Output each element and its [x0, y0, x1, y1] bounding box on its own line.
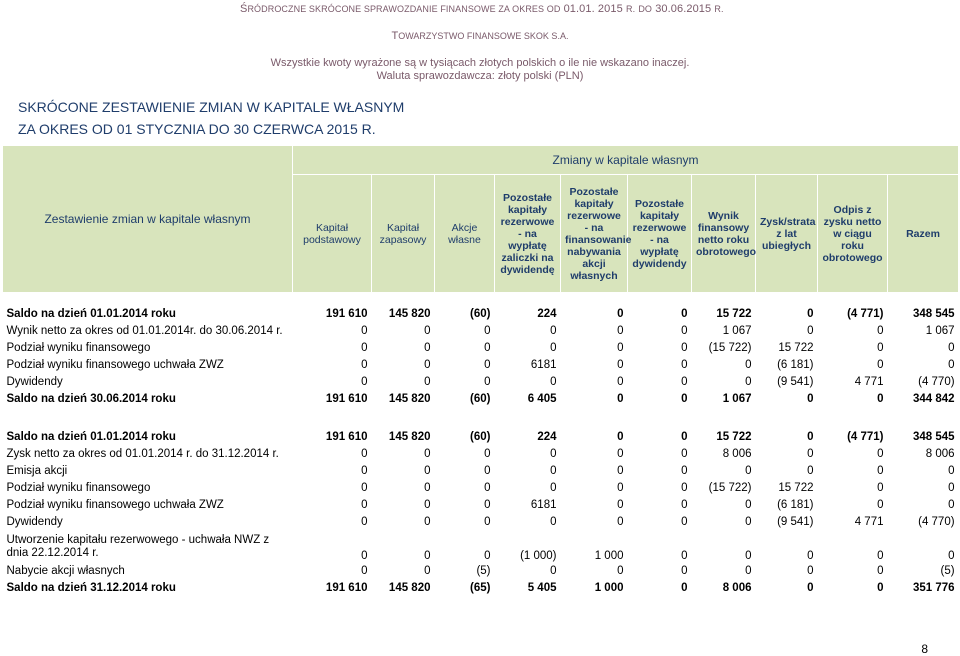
table-cell: 145 820 [388, 582, 431, 594]
table-row [3, 323, 959, 340]
table-cell: 15 722 [778, 342, 814, 354]
table-cell: 0 [745, 465, 752, 477]
table-cell: (65) [470, 582, 491, 594]
table-cell: 0 [361, 325, 368, 337]
table-cell: (15 722) [708, 482, 752, 494]
table-cell: 0 [361, 448, 368, 460]
table-cell: 0 [681, 448, 688, 460]
table-row [3, 357, 959, 374]
table-cell: 0 [745, 499, 752, 511]
table-row [3, 446, 959, 463]
column-header: Zysk/strata z lat ubiegłych [756, 175, 818, 293]
table-cell: 191 610 [325, 393, 368, 405]
row-label: Podział wyniku finansowego [6, 482, 151, 494]
table-cell: 0 [681, 499, 688, 511]
table-cell: 0 [484, 376, 491, 388]
table-cell: (5) [476, 565, 491, 577]
table-cell: 0 [617, 516, 624, 528]
row-label: Dywidendy [6, 376, 63, 388]
table-cell: 1 067 [925, 325, 955, 337]
table-cell: 0 [617, 448, 624, 460]
spacer [3, 293, 959, 307]
table-cell: 0 [424, 516, 431, 528]
table-cell: 0 [484, 550, 491, 562]
table-cell: (4 770) [918, 516, 955, 528]
table-cell: 0 [617, 308, 624, 320]
table-cell: 0 [424, 448, 431, 460]
column-header: Odpis z zysku netto w ciągu roku obrotowego [818, 175, 888, 293]
note-amounts: Wszystkie kwoty wyrażone są w tysiącach złotych polskich o ile nie wskazano inaczej. [270, 57, 690, 69]
table-cell: 5 405 [527, 582, 557, 594]
table-cell: 0 [948, 550, 955, 562]
table-cell: 344 842 [912, 393, 955, 405]
table-cell: 0 [681, 308, 688, 320]
statement-period: ZA OKRES OD 01 STYCZNIA DO 30 CZERWCA 2015 R. [18, 121, 376, 137]
table-cell: 0 [361, 465, 368, 477]
table-row [3, 429, 959, 446]
table-cell: 0 [948, 342, 955, 354]
table-cell: 0 [424, 376, 431, 388]
table-row [3, 580, 959, 597]
row-label: Saldo na dzień 31.12.2014 roku [6, 582, 176, 594]
table-cell: 0 [361, 376, 368, 388]
table-row [3, 497, 959, 514]
table-cell: 0 [745, 516, 752, 528]
table-cell: 0 [361, 516, 368, 528]
table-cell: 0 [681, 582, 688, 594]
table-cell: 0 [424, 342, 431, 354]
table-cell: 191 610 [325, 308, 368, 320]
row-label: Wynik netto za okres od 01.01.2014r. do 30.06.2014 r. [6, 325, 283, 337]
table-cell: 1 000 [594, 550, 624, 562]
table-cell: 0 [877, 393, 884, 405]
table-cell: 15 722 [778, 482, 814, 494]
table-row [3, 391, 959, 408]
table-cell: 0 [681, 393, 688, 405]
table-cell: 0 [807, 431, 814, 443]
table-cell: (15 722) [708, 342, 752, 354]
row-label: Saldo na dzień 30.06.2014 roku [6, 393, 176, 405]
table-row [3, 463, 959, 480]
spacer [3, 408, 959, 429]
table-cell: 0 [617, 376, 624, 388]
table-cell: 0 [361, 482, 368, 494]
table-cell: 348 545 [912, 431, 955, 443]
table-cell: 6181 [530, 359, 557, 371]
table-cell: 145 820 [388, 431, 431, 443]
table-cell: 4 771 [854, 516, 884, 528]
table-cell: 0 [424, 465, 431, 477]
table-cell: (6 181) [777, 359, 814, 371]
table-cell: 0 [424, 359, 431, 371]
column-header: Kapitał zapasowy [372, 175, 435, 293]
row-label: Zysk netto za okres od 01.01.2014 r. do 31.12.2014 r. [6, 448, 279, 460]
table-cell: 0 [877, 325, 884, 337]
table-cell: 0 [361, 499, 368, 511]
table-cell: 0 [877, 582, 884, 594]
table-cell: 0 [484, 516, 491, 528]
table-cell: 0 [807, 325, 814, 337]
row-label: Dywidendy [6, 516, 63, 528]
row-label: Nabycie akcji własnych [6, 565, 125, 577]
table-cell: 0 [617, 393, 624, 405]
row-header: Zestawienie zmian w kapitale własnym [3, 146, 293, 293]
table-cell: 0 [877, 550, 884, 562]
table-cell: 224 [537, 431, 557, 443]
table-cell: 0 [617, 359, 624, 371]
table-cell: 0 [484, 482, 491, 494]
table-cell: 0 [807, 448, 814, 460]
table-cell: (5) [940, 565, 955, 577]
table-cell: 0 [807, 550, 814, 562]
row-label: Podział wyniku finansowego uchwała ZWZ [6, 359, 224, 371]
table-cell: (1 000) [520, 550, 557, 562]
group-header: Zmiany w kapitale własnym [293, 146, 959, 175]
column-header: Razem [888, 175, 959, 293]
table-cell: (60) [470, 431, 491, 443]
table-cell: 0 [745, 376, 752, 388]
table-row [3, 514, 959, 531]
table-row [3, 306, 959, 323]
table-cell: 0 [424, 482, 431, 494]
table-cell: 0 [484, 325, 491, 337]
row-label: Saldo na dzień 01.01.2014 roku [6, 308, 176, 320]
table-cell: 0 [424, 565, 431, 577]
table-cell: 8 006 [722, 582, 752, 594]
table-cell: 0 [877, 465, 884, 477]
table-cell: 4 771 [854, 376, 884, 388]
table-cell: 0 [807, 308, 814, 320]
table-cell: 0 [361, 565, 368, 577]
table-cell: 0 [681, 376, 688, 388]
table-cell: 0 [617, 482, 624, 494]
row-label: Utworzenie kapitału rezerwowego - uchwała NWZ z dnia 22.12.2014 r. [6, 534, 270, 559]
table-cell: 0 [745, 565, 752, 577]
table-cell: 0 [617, 342, 624, 354]
table-cell: 0 [484, 499, 491, 511]
table-cell: 0 [550, 565, 557, 577]
table-cell: 0 [681, 342, 688, 354]
table-cell: (4 771) [847, 308, 884, 320]
table-cell: 0 [681, 325, 688, 337]
row-label: Emisja akcji [6, 465, 68, 477]
table-cell: 0 [484, 359, 491, 371]
row-label: Saldo na dzień 01.01.2014 roku [6, 431, 176, 443]
table-cell: 145 820 [388, 393, 431, 405]
table-cell: 0 [361, 342, 368, 354]
statement-title: SKRÓCONE ZESTAWIENIE ZMIAN W KAPITALE WŁASNYM [18, 99, 405, 115]
table-cell: (60) [470, 393, 491, 405]
table-cell: 0 [550, 342, 557, 354]
table-cell: 0 [807, 465, 814, 477]
table-cell: 0 [877, 482, 884, 494]
table-cell: 0 [807, 393, 814, 405]
report-header-title: ŚRÓDROCZNE SKRÓCONE SPRAWOZDANIE FINANSOWE ZA OKRES OD 01.01. 2015 R. DO 30.06.2015 R. [240, 3, 724, 15]
column-header: Pozostałe kapitały rezerwowe - na finansowanie nabywania akcji własnych [561, 175, 628, 293]
table-cell: 0 [424, 550, 431, 562]
table-cell: 0 [617, 431, 624, 443]
table-cell: 0 [484, 342, 491, 354]
table-cell: 1 000 [594, 582, 624, 594]
table-cell: 0 [745, 550, 752, 562]
table-cell: 0 [877, 448, 884, 460]
table-cell: 0 [877, 342, 884, 354]
table-cell: 0 [550, 516, 557, 528]
column-header: Akcje własne [435, 175, 495, 293]
table-cell: 0 [617, 325, 624, 337]
table-cell: 1 067 [722, 325, 752, 337]
table-cell: 0 [877, 359, 884, 371]
row-label: Podział wyniku finansowego [6, 342, 151, 354]
table-cell: 0 [681, 431, 688, 443]
table-cell: 348 545 [912, 308, 955, 320]
table-cell: 0 [361, 550, 368, 562]
table-cell: 0 [681, 359, 688, 371]
table-cell: 0 [617, 499, 624, 511]
table-cell: 0 [550, 448, 557, 460]
table-cell: (60) [470, 308, 491, 320]
table-cell: 0 [681, 482, 688, 494]
table-cell: 6181 [530, 499, 557, 511]
table-row [3, 340, 959, 357]
column-header: Pozostałe kapitały rezerwowe - na wypłatę zaliczki na dywidendę [495, 175, 561, 293]
table-cell: 8 006 [925, 448, 955, 460]
table-row [3, 563, 959, 580]
column-header: Pozostałe kapitały rezerwowe - na wypłatę dywidendy [628, 175, 692, 293]
column-header: Wynik finansowy netto roku obrotowego [692, 175, 756, 293]
table-cell: 0 [424, 499, 431, 511]
table-cell: 0 [681, 465, 688, 477]
table-cell: 191 610 [325, 431, 368, 443]
table-cell: 0 [948, 499, 955, 511]
page-number: 8 [921, 642, 928, 656]
table-cell: 0 [681, 565, 688, 577]
table-cell: 0 [484, 465, 491, 477]
equity-changes-table [2, 145, 959, 597]
table-cell: 6 405 [527, 393, 557, 405]
table-cell: 0 [948, 465, 955, 477]
table-cell: (6 181) [777, 499, 814, 511]
table-cell: 0 [617, 465, 624, 477]
table-row [3, 374, 959, 391]
table-cell: 0 [948, 359, 955, 371]
table-row [3, 480, 959, 497]
table-cell: (4 771) [847, 431, 884, 443]
table-cell: 0 [550, 465, 557, 477]
table-cell: 191 610 [325, 582, 368, 594]
table-cell: 0 [484, 448, 491, 460]
table-cell: 145 820 [388, 308, 431, 320]
table-cell: (9 541) [777, 516, 814, 528]
note-currency: Waluta sprawozdawcza: złoty polski (PLN) [376, 70, 584, 82]
table-cell: 0 [745, 359, 752, 371]
table-cell: 0 [807, 565, 814, 577]
table-cell: 224 [537, 308, 557, 320]
table-cell: 0 [550, 325, 557, 337]
table-cell: 0 [550, 376, 557, 388]
table-cell: 0 [877, 499, 884, 511]
table-cell: 8 006 [722, 448, 752, 460]
table-cell: 15 722 [716, 431, 752, 443]
table-cell: 0 [681, 516, 688, 528]
table-cell: 0 [681, 550, 688, 562]
column-header: Kapitał podstawowy [293, 175, 372, 293]
table-cell: 0 [948, 482, 955, 494]
table-cell: 351 776 [912, 582, 955, 594]
row-label: Podział wyniku finansowego uchwała ZWZ [6, 499, 224, 511]
table-cell: 0 [807, 582, 814, 594]
table-cell: 15 722 [716, 308, 752, 320]
table-row [3, 531, 959, 563]
table-cell: 0 [424, 325, 431, 337]
table-cell: 0 [550, 482, 557, 494]
table-cell: 0 [617, 565, 624, 577]
table-cell: (9 541) [777, 376, 814, 388]
table-cell: 0 [361, 359, 368, 371]
table-cell: 0 [877, 565, 884, 577]
company-name: TOWARZYSTWO FINANSOWE SKOK S.A. [391, 30, 569, 42]
table-cell: 1 067 [722, 393, 752, 405]
table-cell: (4 770) [918, 376, 955, 388]
